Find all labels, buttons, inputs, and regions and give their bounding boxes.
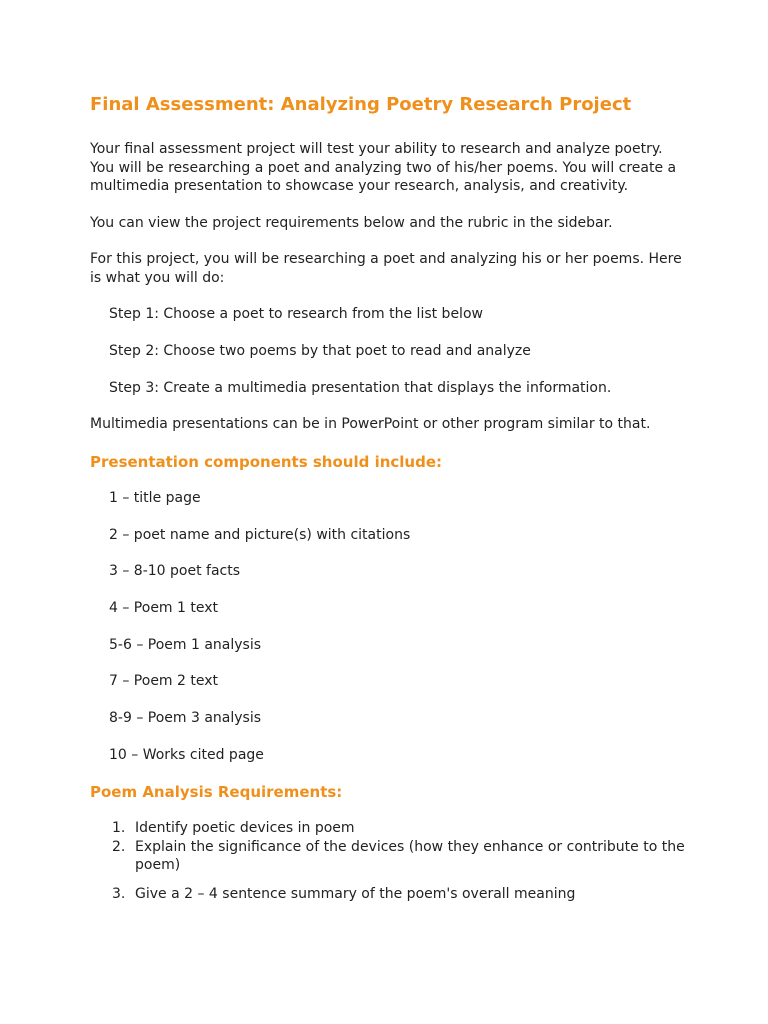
component-item: 3 – 8-10 poet facts (109, 563, 241, 580)
steps-list (90, 305, 690, 397)
component-item: 8-9 – Poem 3 analysis (109, 710, 262, 727)
step-item: Step 1: Choose a poet to research from the list below (109, 306, 483, 322)
analysis-item (90, 838, 690, 875)
step-item: Step 3: Create a multimedia presentation that displays the information. (109, 379, 612, 396)
analysis-list (90, 819, 690, 903)
analysis-item-text: Give a 2 – 4 sentence summary of the poem's overall meaning (135, 885, 576, 902)
component-item: 7 – Poem 2 text (109, 673, 219, 690)
analysis-heading: Poem Analysis Requirements: (90, 783, 343, 802)
intro-paragraph-3: For this project, you will be researching a poet and analyzing his or her poems. Here is what you will do: (90, 251, 682, 286)
component-item: 4 – Poem 1 text (109, 599, 219, 616)
components-heading: Presentation components should include: (90, 452, 443, 471)
analysis-item-number: 3. (112, 885, 126, 902)
step-item: Step 2: Choose two poems by that poet to read and analyze (109, 342, 531, 359)
intro-paragraph-1: Your final assessment project will test your ability to research and analyze poetry. You will be researching a poet and analyzing two of his/her poems. You will create a multimedia presentation to showcase your research, analysis, and creativity. (90, 141, 677, 194)
components-list (90, 489, 690, 764)
intro-paragraph-2: You can view the project requirements below and the rubric in the sidebar. (90, 214, 613, 231)
component-item: 10 – Works cited page (109, 746, 264, 763)
page-title: Final Assessment: Analyzing Poetry Research Project (90, 94, 632, 115)
component-item: 2 – poet name and picture(s) with citations (109, 526, 411, 543)
analysis-item-number: 2. (112, 838, 126, 855)
document-content (90, 90, 690, 903)
component-item: 5-6 – Poem 1 analysis (109, 636, 262, 653)
analysis-item-text: Explain the significance of the devices (how they enhance or contribute to the poem) (135, 838, 685, 874)
analysis-item-text: Identify poetic devices in poem (135, 820, 355, 837)
analysis-item-number: 1. (112, 820, 126, 837)
analysis-item (90, 819, 690, 838)
component-item: 1 – title page (109, 489, 201, 506)
presentation-note: Multimedia presentations can be in PowerPoint or other program similar to that. (90, 416, 651, 433)
analysis-item (90, 885, 690, 904)
